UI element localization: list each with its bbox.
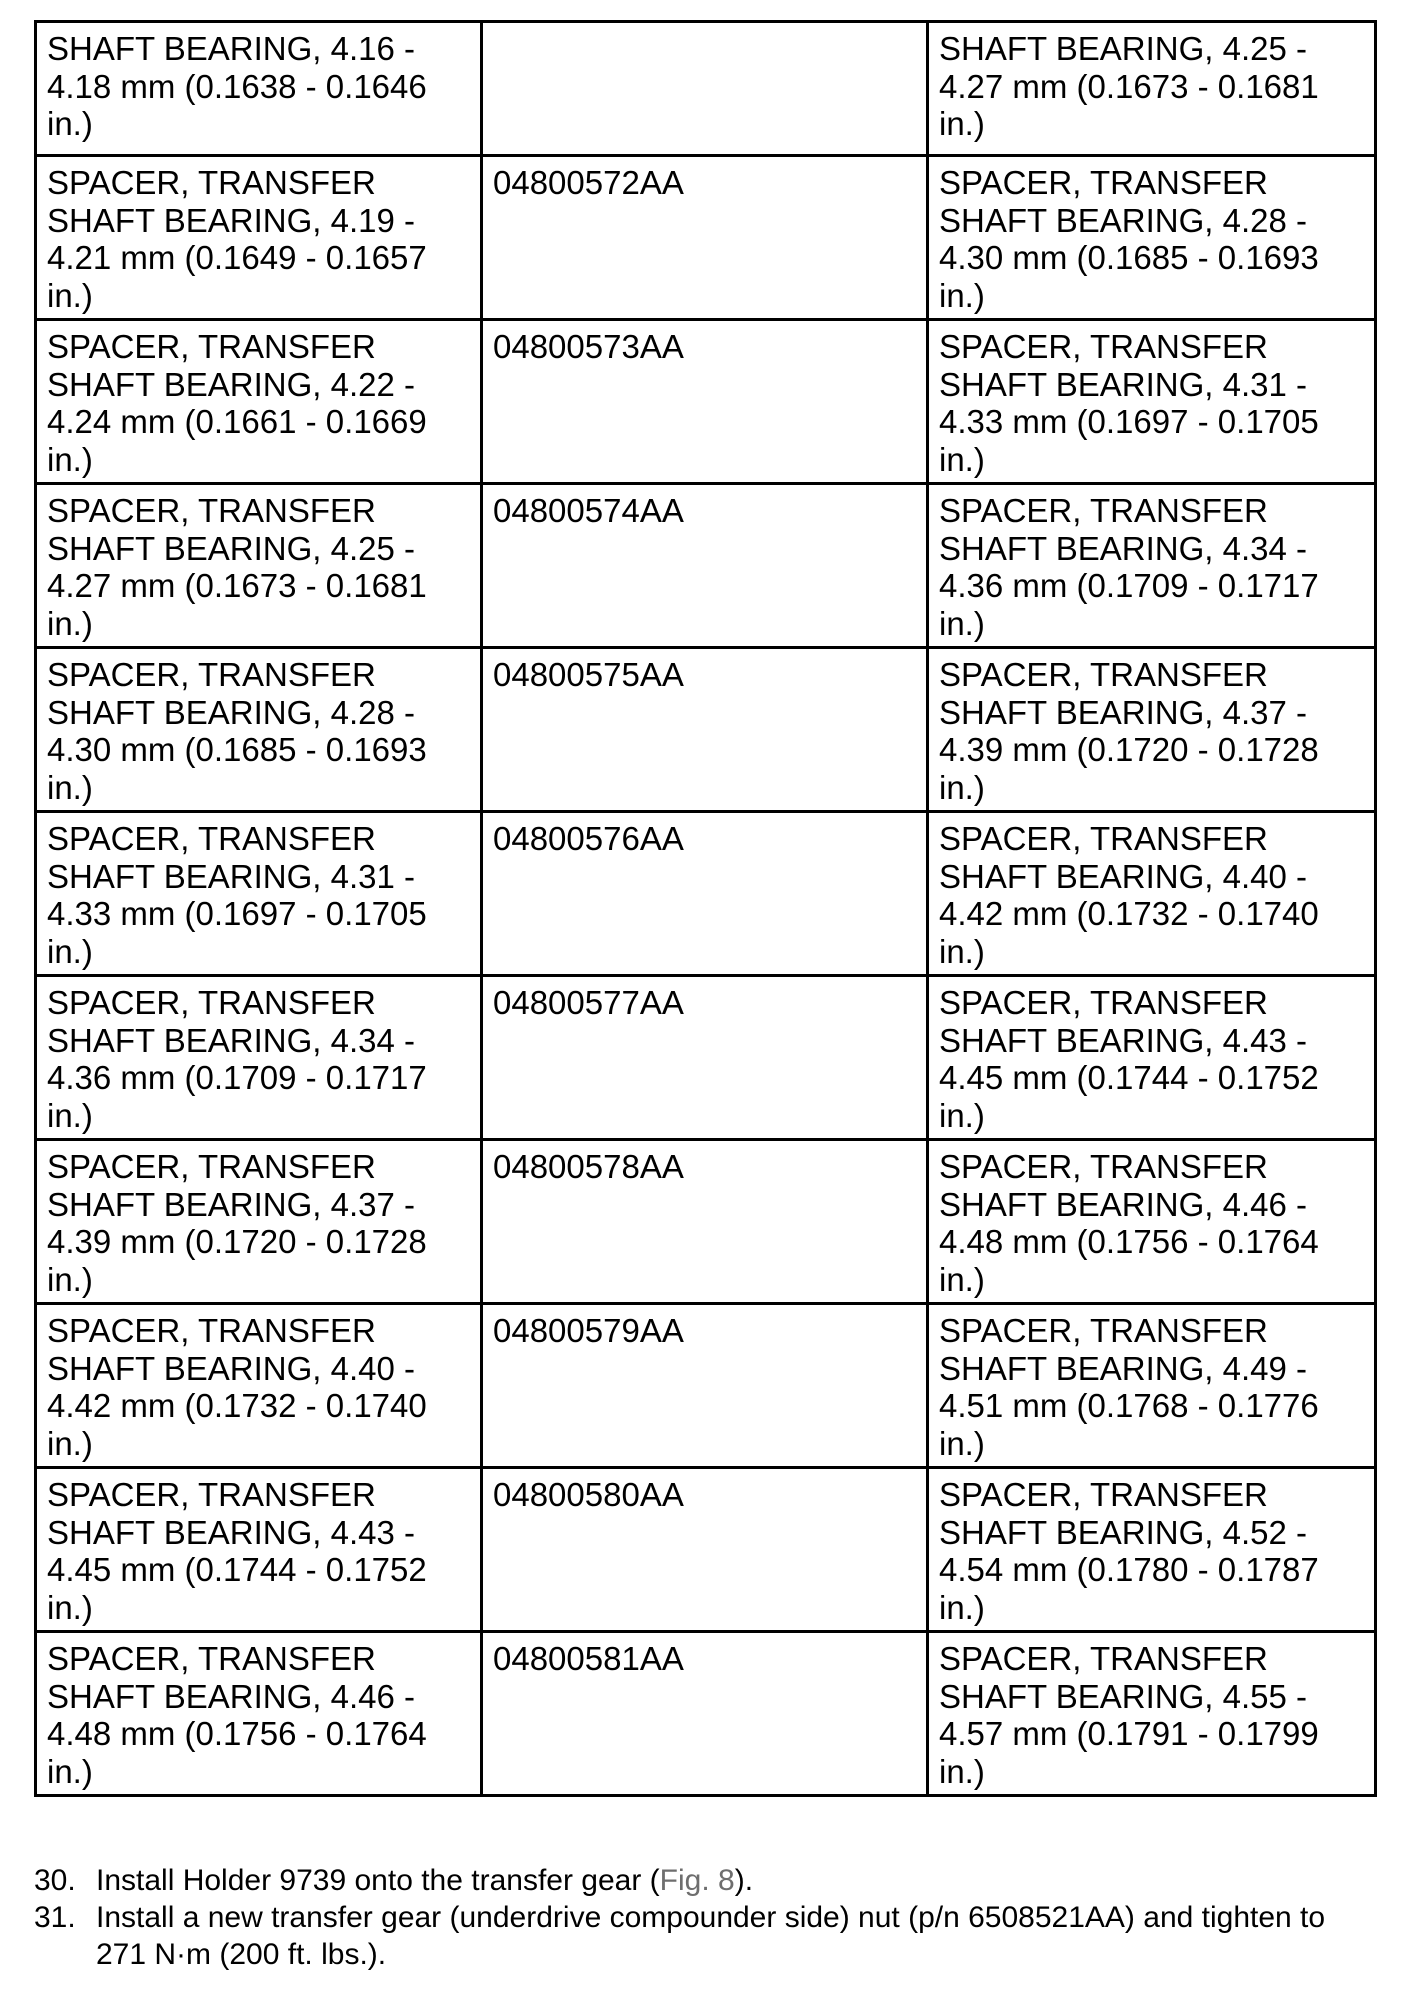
part-number-cell	[482, 648, 928, 812]
cell-text: 04800581AA	[493, 1640, 684, 1677]
table-row	[36, 1304, 1376, 1468]
step-text-end: ).	[734, 1864, 754, 1897]
parts-table-body	[36, 22, 1376, 1796]
original-size-cell	[36, 1468, 482, 1632]
replacement-size-cell	[928, 484, 1376, 648]
part-number-cell	[482, 1468, 928, 1632]
table-row	[36, 976, 1376, 1140]
table-row	[36, 812, 1376, 976]
step-number: 31.	[34, 1901, 76, 1934]
table-row	[36, 1632, 1376, 1796]
original-size-cell	[36, 320, 482, 484]
replacement-size-cell	[928, 156, 1376, 320]
part-number-cell	[482, 1304, 928, 1468]
step-text: Install Holder 9739 onto the transfer gear (	[96, 1864, 660, 1897]
table-row	[36, 1140, 1376, 1304]
part-number-cell	[482, 156, 928, 320]
cell-text: SPACER, TRANSFER SHAFT BEARING, 4.34 - 4.36 mm (0.1709 - 0.1717 in.)	[939, 492, 1319, 642]
cell-text: 04800573AA	[493, 328, 684, 365]
table-row	[36, 484, 1376, 648]
original-size-cell	[36, 1140, 482, 1304]
part-number-cell	[482, 1140, 928, 1304]
original-size-cell	[36, 976, 482, 1140]
figure-link[interactable]: Fig. 8	[659, 1864, 735, 1897]
cell-text: SPACER, TRANSFER SHAFT BEARING, 4.37 - 4.39 mm (0.1720 - 0.1728 in.)	[47, 1148, 427, 1298]
cell-text: SPACER, TRANSFER SHAFT BEARING, 4.49 - 4.51 mm (0.1768 - 0.1776 in.)	[939, 1312, 1319, 1462]
replacement-size-cell	[928, 1468, 1376, 1632]
replacement-size-cell	[928, 22, 1376, 156]
cell-text: 04800578AA	[493, 1148, 684, 1185]
cell-text: SPACER, TRANSFER SHAFT BEARING, 4.52 - 4.54 mm (0.1780 - 0.1787 in.)	[939, 1476, 1319, 1626]
cell-text: SPACER, TRANSFER SHAFT BEARING, 4.28 - 4.30 mm (0.1685 - 0.1693 in.)	[47, 656, 427, 806]
original-size-cell	[36, 1632, 482, 1796]
procedure-steps	[34, 1862, 1374, 1973]
part-number-cell	[482, 22, 928, 156]
procedure-step	[34, 1899, 1374, 1973]
cell-text: SPACER, TRANSFER SHAFT BEARING, 4.43 - 4.45 mm (0.1744 - 0.1752 in.)	[939, 984, 1319, 1134]
replacement-size-cell	[928, 1140, 1376, 1304]
cell-text: SPACER, TRANSFER SHAFT BEARING, 4.31 - 4.33 mm (0.1697 - 0.1705 in.)	[939, 328, 1319, 478]
step-number: 30.	[34, 1864, 76, 1897]
cell-text: 04800576AA	[493, 820, 684, 857]
table-row	[36, 320, 1376, 484]
original-size-cell	[36, 1304, 482, 1468]
original-size-cell	[36, 648, 482, 812]
cell-text: SPACER, TRANSFER SHAFT BEARING, 4.40 - 4.42 mm (0.1732 - 0.1740 in.)	[47, 1312, 427, 1462]
cell-text: SPACER, TRANSFER SHAFT BEARING, 4.25 - 4.27 mm (0.1673 - 0.1681 in.)	[47, 492, 427, 642]
replacement-size-cell	[928, 1632, 1376, 1796]
replacement-size-cell	[928, 320, 1376, 484]
part-number-cell	[482, 812, 928, 976]
part-number-cell	[482, 320, 928, 484]
step-text: Install a new transfer gear (underdrive compounder side) nut (p/n 6508521AA) and tighten to 271 N·m (200 ft. lbs.).	[96, 1901, 1326, 1971]
procedure-step	[34, 1862, 1374, 1899]
cell-text: 04800574AA	[493, 492, 684, 529]
cell-text: 04800579AA	[493, 1312, 684, 1349]
cell-text: SHAFT BEARING, 4.25 - 4.27 mm (0.1673 - 0.1681 in.)	[939, 30, 1319, 142]
replacement-size-cell	[928, 976, 1376, 1140]
original-size-cell	[36, 484, 482, 648]
part-number-cell	[482, 976, 928, 1140]
replacement-size-cell	[928, 1304, 1376, 1468]
cell-text: SPACER, TRANSFER SHAFT BEARING, 4.31 - 4.33 mm (0.1697 - 0.1705 in.)	[47, 820, 427, 970]
cell-text: SPACER, TRANSFER SHAFT BEARING, 4.28 - 4.30 mm (0.1685 - 0.1693 in.)	[939, 164, 1319, 314]
cell-text: 04800572AA	[493, 164, 684, 201]
replacement-size-cell	[928, 648, 1376, 812]
cell-text: SHAFT BEARING, 4.16 - 4.18 mm (0.1638 - 0.1646 in.)	[47, 30, 427, 142]
cell-text: SPACER, TRANSFER SHAFT BEARING, 4.37 - 4.39 mm (0.1720 - 0.1728 in.)	[939, 656, 1319, 806]
cell-text: SPACER, TRANSFER SHAFT BEARING, 4.43 - 4.45 mm (0.1744 - 0.1752 in.)	[47, 1476, 427, 1626]
cell-text: SPACER, TRANSFER SHAFT BEARING, 4.22 - 4.24 mm (0.1661 - 0.1669 in.)	[47, 328, 427, 478]
part-number-cell	[482, 484, 928, 648]
cell-text: SPACER, TRANSFER SHAFT BEARING, 4.55 - 4.57 mm (0.1791 - 0.1799 in.)	[939, 1640, 1319, 1790]
replacement-size-cell	[928, 812, 1376, 976]
cell-text: 04800580AA	[493, 1476, 684, 1513]
original-size-cell	[36, 156, 482, 320]
cell-text: SPACER, TRANSFER SHAFT BEARING, 4.19 - 4.21 mm (0.1649 - 0.1657 in.)	[47, 164, 427, 314]
original-size-cell	[36, 812, 482, 976]
cell-text: SPACER, TRANSFER SHAFT BEARING, 4.46 - 4.48 mm (0.1756 - 0.1764 in.)	[47, 1640, 427, 1790]
table-row	[36, 1468, 1376, 1632]
table-row	[36, 648, 1376, 812]
cell-text: SPACER, TRANSFER SHAFT BEARING, 4.34 - 4.36 mm (0.1709 - 0.1717 in.)	[47, 984, 427, 1134]
cell-text: SPACER, TRANSFER SHAFT BEARING, 4.40 - 4.42 mm (0.1732 - 0.1740 in.)	[939, 820, 1319, 970]
table-row	[36, 156, 1376, 320]
part-number-cell	[482, 1632, 928, 1796]
spacer-parts-table	[34, 20, 1377, 1797]
cell-text: 04800577AA	[493, 984, 684, 1021]
cell-text: 04800575AA	[493, 656, 684, 693]
table-row	[36, 22, 1376, 156]
cell-text: SPACER, TRANSFER SHAFT BEARING, 4.46 - 4.48 mm (0.1756 - 0.1764 in.)	[939, 1148, 1319, 1298]
original-size-cell	[36, 22, 482, 156]
